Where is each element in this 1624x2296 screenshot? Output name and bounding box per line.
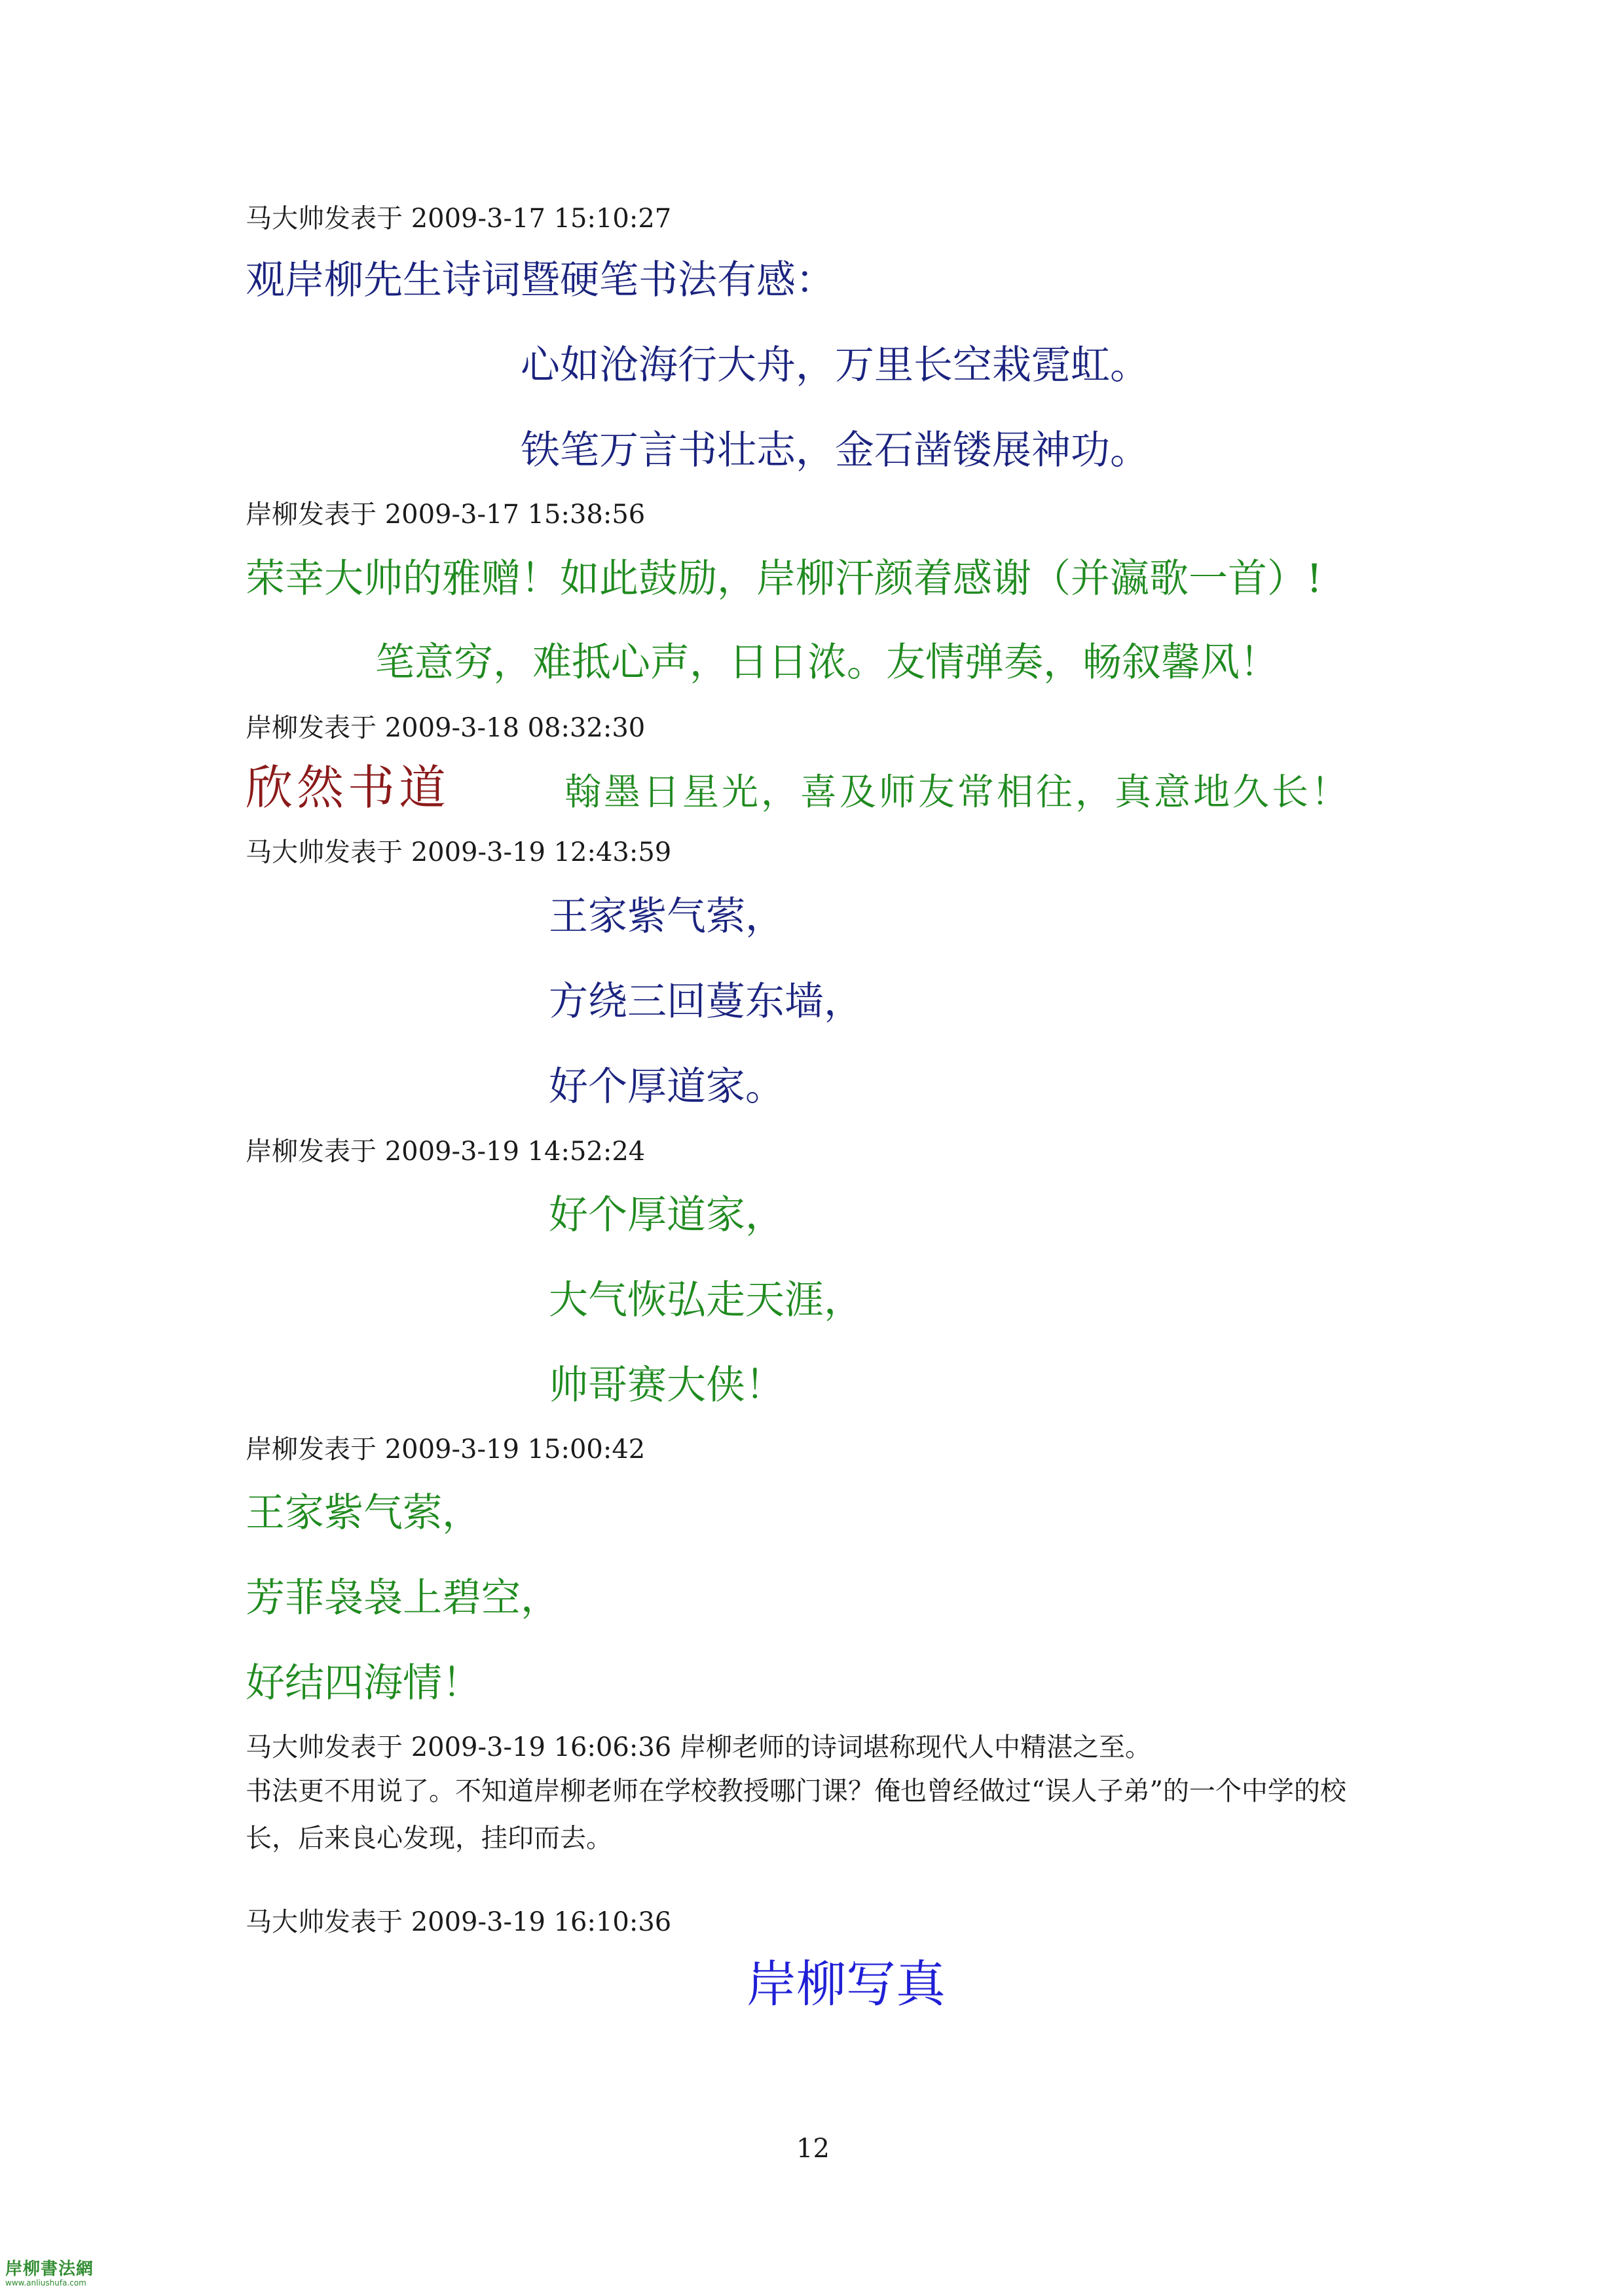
poem-line: 心如沧海行大舟，万里长空栽霓虹。 xyxy=(521,342,1149,388)
poem-line: 大气恢弘走天涯， xyxy=(549,1277,863,1323)
post-body-line: 长，后来良心发现，挂印而去。 xyxy=(246,1823,612,1853)
calligraphy-heading: 欣然书道 xyxy=(246,760,451,815)
post-meta: 马大帅发表于 2009-3-19 16:06:36 岸柳老师的诗词堪称现代人中精湛之至。 xyxy=(246,1732,1151,1762)
post-meta: 岸柳发表于 2009-3-17 15:38:56 xyxy=(246,500,646,530)
poem-title: 观岸柳先生诗词暨硬笔书法有感： xyxy=(246,257,835,303)
poem-line: 王家紫气萦， xyxy=(246,1490,481,1536)
logo-text: 岸柳書法網 xyxy=(5,2259,94,2279)
poem-line: 铁笔万言书壮志，金石凿镂展神功。 xyxy=(521,428,1149,473)
reply-text: 荣幸大帅的雅赠！如此鼓励，岸柳汗颜着感谢（并瀛歌一首）! xyxy=(246,556,1323,602)
poem-line: 方绕三回蔓东墙， xyxy=(549,979,863,1025)
poem-line: 好个厚道家， xyxy=(549,1192,784,1238)
poem-line: 芳菲袅袅上碧空， xyxy=(246,1575,560,1621)
post-meta: 马大帅发表于 2009-3-19 12:43:59 xyxy=(246,837,672,867)
post-meta: 岸柳发表于 2009-3-19 14:52:24 xyxy=(246,1137,646,1167)
logo-url: www.anliushufa.com xyxy=(5,2278,86,2287)
poem-line: 好结四海情！ xyxy=(246,1660,481,1706)
post-meta: 岸柳发表于 2009-3-18 08:32:30 xyxy=(246,713,646,743)
post-body-line: 书法更不用说了。不知道岸柳老师在学校教授哪门课？俺也曾经做过“误人子弟”的一个中学的校 xyxy=(246,1776,1346,1806)
page-number: 12 xyxy=(796,2134,830,2164)
post-meta: 马大帅发表于 2009-3-17 15:10:27 xyxy=(246,204,672,234)
poem-line: 好个厚道家。 xyxy=(549,1064,784,1110)
poem-line: 帅哥赛大侠！ xyxy=(549,1362,784,1408)
poem-line: 王家紫气萦， xyxy=(549,894,784,939)
post-meta: 马大帅发表于 2009-3-19 16:10:36 xyxy=(246,1907,672,1937)
post-meta: 岸柳发表于 2009-3-19 15:00:42 xyxy=(246,1434,646,1465)
photo-heading: 岸柳写真 xyxy=(747,1955,946,2013)
poem-line: 笔意穷，难抵心声，日日浓。友情弹奏，畅叙馨风！ xyxy=(375,640,1279,685)
site-logo xyxy=(5,2260,97,2289)
poem-line: 翰墨日星光，喜及师友常相往，真意地久长！ xyxy=(564,771,1350,814)
